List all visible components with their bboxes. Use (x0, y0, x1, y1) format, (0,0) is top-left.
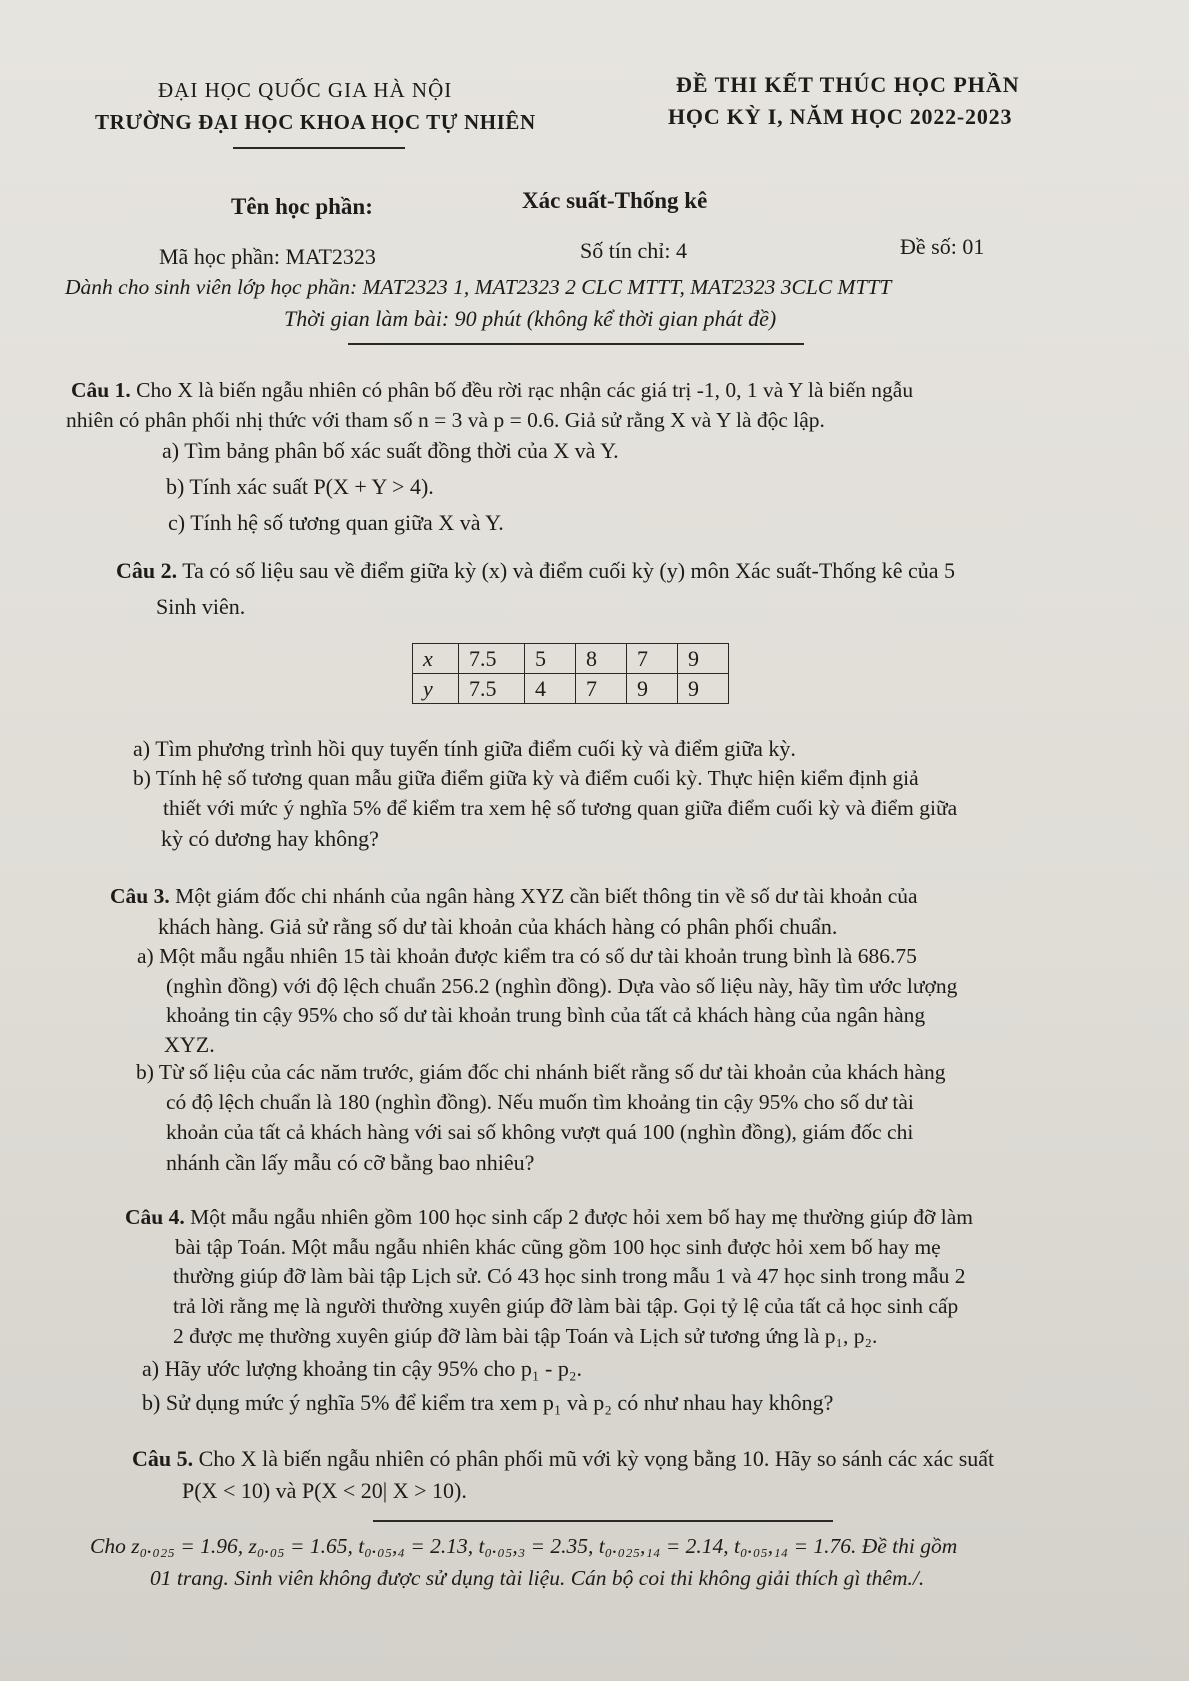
footer-line1: Cho z₀.₀₂₅ = 1.96, z₀.₀₅ = 1.65, t₀.₀₅,₄ = 2.13, t₀.₀₅,₃ = 2.35, t₀.₀₂₅,₁₄ = 2.14, t₀.₀₅,₁₄ = 1.76. Đề thi gồm (90, 1534, 958, 1558)
table-cell: 5 (525, 644, 576, 674)
q3-part-a4: XYZ. (164, 1032, 215, 1057)
q4-text1: Một mẫu ngẫu nhiên gồm 100 học sinh cấp 2 được hỏi xem bố hay mẹ thường giúp đỡ làm (190, 1205, 974, 1229)
q4-label: Câu 4. (125, 1205, 185, 1229)
course-name-label: Tên học phần: (231, 194, 373, 219)
q1-label: Câu 1. (71, 378, 131, 402)
q3-part-b1: b) Từ số liệu của các năm trước, giám đốc chi nhánh biết rằng số dư tài khoản của khách hàng (136, 1060, 946, 1084)
q2-text2: Sinh viên. (156, 594, 246, 619)
table-cell: 7.5 (459, 644, 525, 674)
header-left-rule (233, 147, 405, 149)
q3-part-b3: khoản của tất cả khách hàng với sai số không vượt quá 100 (nghìn đồng), giám đốc chi (166, 1120, 914, 1144)
q5-text2: P(X < 10) và P(X < 20| X > 10). (182, 1478, 467, 1503)
table-cell: 7 (576, 674, 627, 704)
university-name: ĐẠI HỌC QUỐC GIA HÀ NỘI (158, 78, 453, 102)
q5-line1 (132, 1446, 994, 1472)
q1-text1: Cho X là biến ngẫu nhiên có phân bố đều rời rạc nhận các giá trị -1, 0, 1 và Y là biến ngẫu (136, 378, 914, 402)
course-credits: Số tín chỉ: 4 (580, 238, 687, 263)
q2-label: Câu 2. (116, 558, 178, 583)
course-code: Mã học phần: MAT2323 (159, 244, 376, 269)
q2-part-a: a) Tìm phương trình hồi quy tuyến tính giữa điểm cuối kỳ và điểm giữa kỳ. (133, 736, 796, 761)
q1-line1 (71, 378, 913, 403)
table-cell: 8 (576, 644, 627, 674)
q3-part-a2: (nghìn đồng) với độ lệch chuẩn 256.2 (nghìn đồng). Dựa vào số liệu này, hãy tìm ước lượng (166, 974, 958, 998)
q1-part-c: c) Tính hệ số tương quan giữa X và Y. (168, 510, 504, 535)
q2-part-b1: b) Tính hệ số tương quan mẫu giữa điểm giữa kỳ và điểm cuối kỳ. Thực hiện kiểm định giả (133, 766, 919, 790)
table-cell: 4 (525, 674, 576, 704)
q3-part-b2: có độ lệch chuẩn là 180 (nghìn đồng). Nếu muốn tìm khoảng tin cậy 95% cho số dư tài (166, 1090, 914, 1114)
q4-text5: 2 được mẹ thường xuyên giúp đỡ làm bài tập Toán và Lịch sử tương ứng là p₁, p₂. (173, 1324, 878, 1348)
exam-duration: Thời gian làm bài: 90 phút (không kể thời gian phát đề) (284, 306, 777, 331)
q5-label: Câu 5. (132, 1446, 194, 1471)
table-cell: y (413, 674, 459, 704)
duration-rule (348, 343, 804, 345)
exam-number: Đề số: 01 (900, 234, 985, 259)
q1-part-b: b) Tính xác suất P(X + Y > 4). (166, 474, 434, 499)
table-row-y (413, 674, 729, 704)
exam-semester: HỌC KỲ I, NĂM HỌC 2022-2023 (668, 104, 1013, 129)
course-name-value: Xác suất-Thống kê (522, 188, 708, 213)
table-cell: x (413, 644, 459, 674)
q3-label: Câu 3. (110, 884, 170, 908)
q4-text4: trả lời rằng mẹ là người thường xuyên giúp đỡ làm bài tập. Gọi tỷ lệ của tất cả học sinh cấp (173, 1294, 959, 1318)
table-cell: 9 (627, 674, 678, 704)
exam-title: ĐỀ THI KẾT THÚC HỌC PHẦN (676, 72, 1020, 97)
q3-part-a1: a) Một mẫu ngẫu nhiên 15 tài khoản được kiểm tra có số dư tài khoản trung bình là 686.75 (137, 944, 917, 968)
table-cell: 9 (678, 644, 729, 674)
q1-text2: nhiên có phân phối nhị thức với tham số n = 3 và p = 0.6. Giả sử rằng X và Y là độc lập. (66, 408, 825, 432)
q2-part-b2: thiết với mức ý nghĩa 5% để kiểm tra xem hệ số tương quan giữa điểm cuối kỳ và điểm giữa (163, 796, 958, 820)
q4-text3: thường giúp đỡ làm bài tập Lịch sử. Có 43 học sinh trong mẫu 1 và 47 học sinh trong mẫu 2 (173, 1264, 966, 1288)
q3-text1: Một giám đốc chi nhánh của ngân hàng XYZ cần biết thông tin về số dư tài khoản của (175, 884, 918, 908)
q2-text1: Ta có số liệu sau về điểm giữa kỳ (x) và điểm cuối kỳ (y) môn Xác suất-Thống kê của 5 (182, 558, 956, 583)
q5-text1: Cho X là biến ngẫu nhiên có phân phối mũ với kỳ vọng bằng 10. Hãy so sánh các xác suất (198, 1446, 995, 1471)
q3-part-b4: nhánh cần lấy mẫu có cỡ bằng bao nhiêu? (166, 1150, 535, 1175)
q4-line1 (125, 1205, 973, 1230)
q3-part-a3: khoảng tin cậy 95% cho số dư tài khoản trung bình của tất cả khách hàng của ngân hàng (166, 1003, 926, 1027)
faculty-name: TRƯỜNG ĐẠI HỌC KHOA HỌC TỰ NHIÊN (95, 110, 536, 134)
q4-part-b: b) Sử dụng mức ý nghĩa 5% để kiểm tra xem p₁ và p₂ có như nhau hay không? (142, 1390, 834, 1415)
table-cell: 7.5 (459, 674, 525, 704)
footer-line2: 01 trang. Sinh viên không được sử dụng tài liệu. Cán bộ coi thi không giải thích gì thêm./. (150, 1566, 925, 1590)
course-audience: Dành cho sinh viên lớp học phần: MAT2323 1, MAT2323 2 CLC MTTT, MAT2323 3CLC MTTT (65, 275, 892, 299)
q1-part-a: a) Tìm bảng phân bố xác suất đồng thời của X và Y. (162, 438, 619, 463)
table-cell: 9 (678, 674, 729, 704)
q4-text2: bài tập Toán. Một mẫu ngẫu nhiên khác cũng gồm 100 học sinh được hỏi xem bố hay mẹ (175, 1235, 941, 1259)
q2-part-b3: kỳ có dương hay không? (161, 826, 379, 851)
q3-line1 (110, 884, 918, 909)
table-row-x (413, 644, 729, 674)
score-table (412, 643, 729, 704)
q4-part-a: a) Hãy ước lượng khoảng tin cậy 95% cho p₁ - p₂. (142, 1356, 583, 1381)
q2-line1 (116, 558, 955, 584)
q3-text2: khách hàng. Giả sử rằng số dư tài khoản của khách hàng có phân phối chuẩn. (158, 914, 838, 939)
footer-rule (373, 1520, 833, 1522)
table-cell: 7 (627, 644, 678, 674)
